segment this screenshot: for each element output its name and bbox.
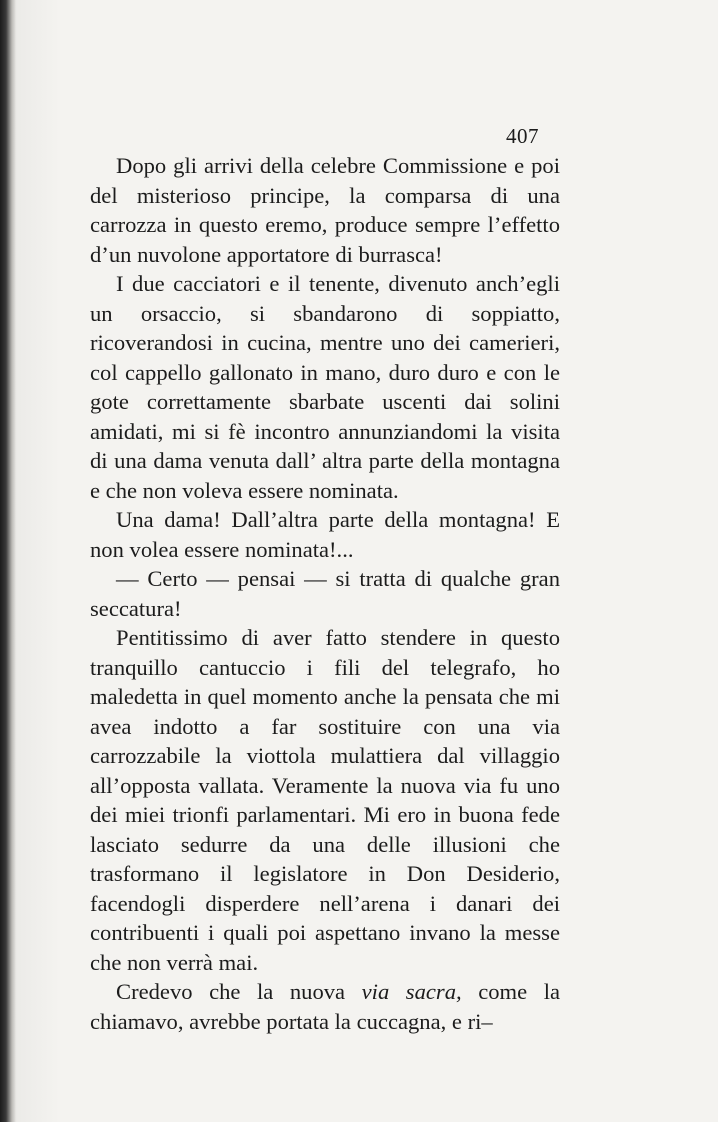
paragraph-6-after: come la chiamavo, avrebbe portata la cuccagna, e ri– (90, 979, 560, 1034)
paragraph-5: Pentitissimo di aver fatto stendere in questo tranquillo cantuccio i fili del telegrafo, ho maledetta in quel momento anche la pensata che mi avea indotto a far sostituire con una via carrozzabile la viottola mulattiera dal villaggio all’opposta vallata. Veramente la nuova via fu uno dei miei trionfi parlamentari. Mi ero in buona fede lasciato sedurre da una delle illusioni che trasformano il legislatore in Don Desiderio, facendogli disperdere nell’arena i danari dei contribuenti i quali poi aspettano invano la messe che non verrà mai. (90, 625, 560, 975)
book-spine-shadow (0, 0, 16, 1122)
paragraph-6-italic: via sacra, (361, 979, 462, 1004)
body-text (90, 151, 560, 1036)
paragraph-6-before: Credevo che la nuova (116, 979, 362, 1004)
paragraph-1: Dopo gli arrivi della celebre Commissione e poi del misterioso principe, la comparsa di una carrozza in questo eremo, produce sempre l’effetto d’un nuvolone apportatore di burrasca! (90, 153, 560, 267)
paragraph-3: Una dama! Dall’altra parte della montagna! E non volea essere nominata!... (90, 507, 560, 562)
paragraph-4: — Certo — pensai — si tratta di qualche gran seccatura! (90, 566, 560, 621)
paragraph-2: I due cacciatori e il tenente, divenuto anch’egli un orsaccio, si sbandarono di soppiatto, ricoverandosi in cucina, mentre uno dei camerieri, col cappello gallonato in mano, duro duro e con le gote correttamente sbarbate uscenti dai solini amidati, mi si fè incontro annunziandomi la visita di una dama venuta dall’ altra parte della montagna e che non voleva essere nominata. (90, 271, 560, 503)
paragraph-6 (90, 977, 560, 1036)
page-number: 407 (506, 124, 539, 148)
